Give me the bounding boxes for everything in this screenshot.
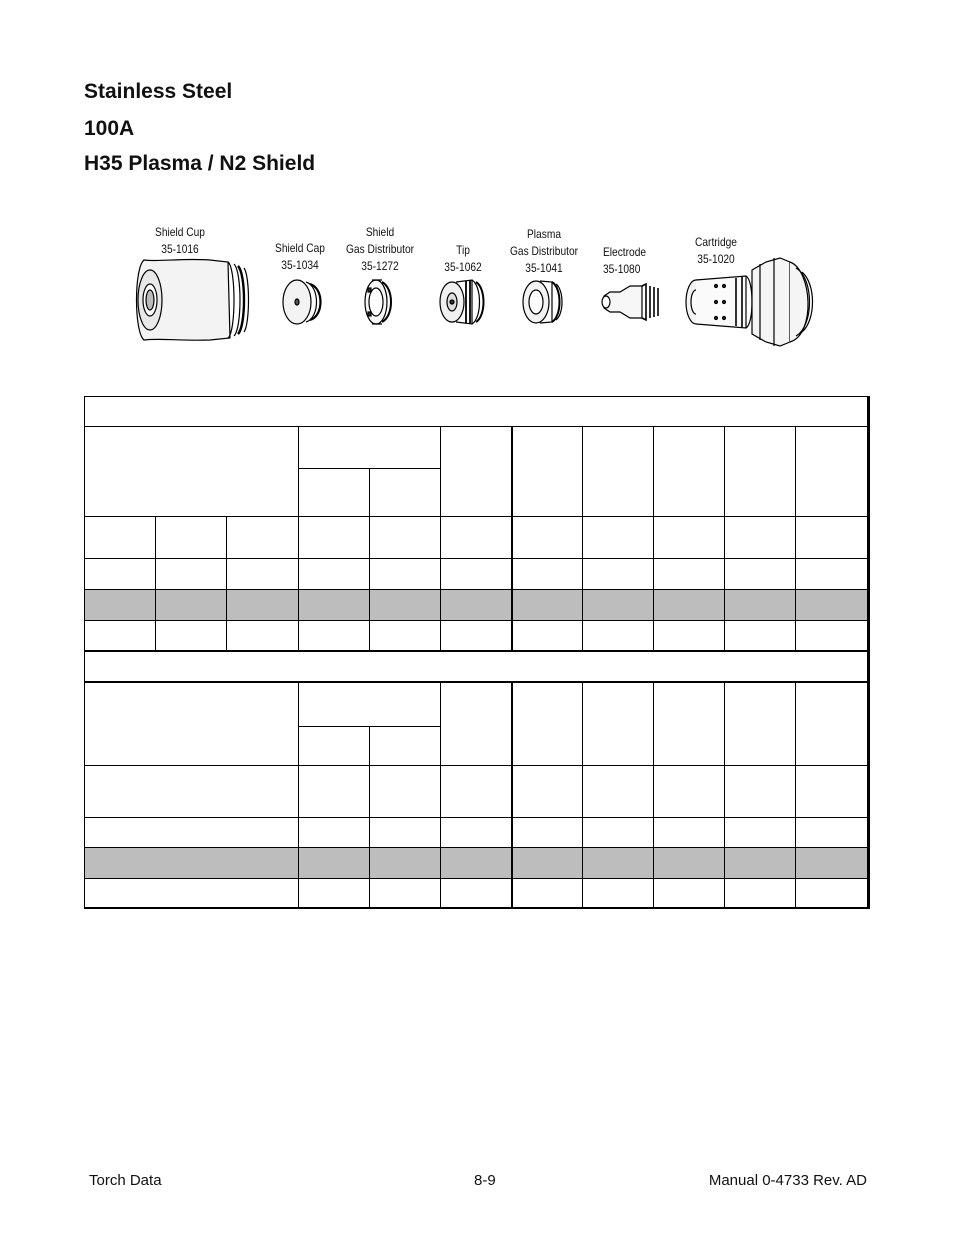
part-label-plasma-gas-distributor: Plasma Gas Distributor 35-1041	[510, 227, 579, 275]
table-cell	[583, 766, 654, 818]
table-cell	[227, 621, 299, 651]
table-cell	[441, 590, 512, 621]
table-cell	[512, 818, 583, 848]
table-cell	[85, 621, 156, 651]
table-cell	[299, 848, 370, 879]
table-cell	[85, 517, 156, 559]
table-cell	[654, 517, 725, 559]
table-cell	[299, 621, 370, 651]
table-cell	[512, 682, 583, 766]
table-cell	[299, 517, 370, 559]
table-cell	[156, 590, 227, 621]
table-cell	[512, 848, 583, 879]
table-cell	[796, 682, 869, 766]
table-cell	[441, 848, 512, 879]
table-cell	[370, 590, 441, 621]
table-cell	[583, 517, 654, 559]
table-cell	[583, 621, 654, 651]
gases-heading: H35 Plasma / N2 Shield	[84, 152, 316, 175]
table-row-shaded	[85, 590, 869, 621]
table-cell	[583, 590, 654, 621]
table-cell	[796, 517, 869, 559]
plasma-gas-distributor-drawing	[523, 281, 562, 323]
table-cell	[796, 559, 869, 590]
table-cell	[85, 848, 299, 879]
table-cell	[796, 818, 869, 848]
table-cell	[370, 517, 441, 559]
table-cell	[654, 879, 725, 908]
table-cell	[299, 727, 370, 766]
table-cell	[725, 621, 796, 651]
table-row	[85, 621, 869, 651]
table-cell	[654, 621, 725, 651]
table-cell	[441, 682, 512, 766]
table-cell	[156, 517, 227, 559]
electrode-drawing	[602, 284, 658, 320]
table-cell	[370, 727, 441, 766]
part-label-cartridge: Cartridge 35-1020	[695, 235, 737, 266]
table-cell	[725, 682, 796, 766]
table-cell	[583, 818, 654, 848]
part-label-shield-cap: Shield Cap 35-1034	[275, 241, 325, 272]
table-title-row	[85, 652, 869, 682]
table-cell	[85, 652, 869, 682]
table-cell	[441, 766, 512, 818]
table-cell	[725, 517, 796, 559]
part-label-shield-cup: Shield Cup 35-1016	[155, 225, 205, 256]
table-cell	[583, 559, 654, 590]
table-cell	[654, 590, 725, 621]
table-cell	[512, 559, 583, 590]
cut-chart-table-lower	[84, 651, 870, 909]
part-label-shield-gas-distributor: Shield Gas Distributor 35-1272	[346, 225, 415, 273]
shield-cap-drawing	[283, 280, 321, 324]
table-cell	[299, 590, 370, 621]
table-cell	[370, 766, 441, 818]
table-cell	[85, 818, 299, 848]
table-cell	[441, 559, 512, 590]
table-row-shaded	[85, 848, 869, 879]
footer-section-name: Torch Data	[89, 1172, 162, 1189]
table-row	[85, 559, 869, 590]
table-cell	[725, 427, 796, 517]
table-cell	[654, 848, 725, 879]
table-row	[85, 682, 869, 727]
table-cell	[441, 818, 512, 848]
table-cell	[725, 766, 796, 818]
table-cell	[512, 427, 583, 517]
part-label-tip: Tip 35-1062	[444, 243, 482, 274]
table-cell	[85, 427, 299, 517]
table-cell	[85, 879, 299, 908]
table-cell	[796, 879, 869, 908]
table-cell	[299, 818, 370, 848]
table-title-row	[85, 397, 869, 427]
table-cell	[725, 818, 796, 848]
consumable-parts-drawing	[120, 240, 830, 355]
table-cell	[512, 590, 583, 621]
table-cell	[512, 621, 583, 651]
table-cell	[654, 766, 725, 818]
table-cell	[583, 848, 654, 879]
table-row	[85, 427, 869, 469]
table-cell	[156, 621, 227, 651]
shield-gas-distributor-drawing	[365, 280, 391, 324]
table-cell	[725, 559, 796, 590]
table-cell	[299, 427, 441, 469]
table-row	[85, 879, 869, 908]
table-cell	[512, 766, 583, 818]
table-row	[85, 818, 869, 848]
table-cell	[227, 590, 299, 621]
table-cell	[796, 766, 869, 818]
table-cell	[370, 469, 441, 517]
table-cell	[654, 682, 725, 766]
table-row	[85, 517, 869, 559]
table-cell	[441, 621, 512, 651]
table-cell	[796, 427, 869, 517]
table-cell	[441, 427, 512, 517]
cut-chart-table-upper	[84, 396, 870, 651]
table-cell	[583, 682, 654, 766]
footer-manual-number: Manual 0-4733 Rev. AD	[708, 1172, 867, 1189]
table-cell	[370, 559, 441, 590]
amperage-heading: 100A	[84, 117, 135, 140]
part-label-electrode: Electrode 35-1080	[602, 245, 647, 276]
table-cell	[85, 766, 299, 818]
table-cell	[227, 559, 299, 590]
table-cell	[156, 559, 227, 590]
table-cell	[299, 879, 370, 908]
table-cell	[512, 517, 583, 559]
table-cell	[85, 559, 156, 590]
table-cell	[370, 818, 441, 848]
table-cell	[583, 879, 654, 908]
table-cell	[654, 818, 725, 848]
table-cell	[85, 397, 869, 427]
table-cell	[441, 517, 512, 559]
table-cell	[299, 682, 441, 727]
table-cell	[370, 879, 441, 908]
tip-drawing	[440, 280, 484, 324]
material-heading: Stainless Steel	[84, 80, 233, 103]
table-cell	[583, 427, 654, 517]
table-cell	[299, 559, 370, 590]
table-cell	[227, 517, 299, 559]
table-cell	[299, 766, 370, 818]
table-cell	[725, 848, 796, 879]
table-cell	[796, 848, 869, 879]
table-cell	[299, 469, 370, 517]
table-cell	[654, 427, 725, 517]
table-cell	[512, 879, 583, 908]
table-cell	[370, 621, 441, 651]
shield-cup-drawing	[137, 259, 249, 340]
footer-page-number: 8-9	[474, 1172, 496, 1189]
table-cell	[796, 621, 869, 651]
table-cell	[441, 879, 512, 908]
table-cell	[796, 590, 869, 621]
table-cell	[85, 682, 299, 766]
table-row	[85, 766, 869, 818]
table-cell	[85, 590, 156, 621]
table-cell	[725, 879, 796, 908]
table-cell	[725, 590, 796, 621]
table-cell	[370, 848, 441, 879]
cartridge-drawing	[686, 258, 813, 346]
table-cell	[654, 559, 725, 590]
